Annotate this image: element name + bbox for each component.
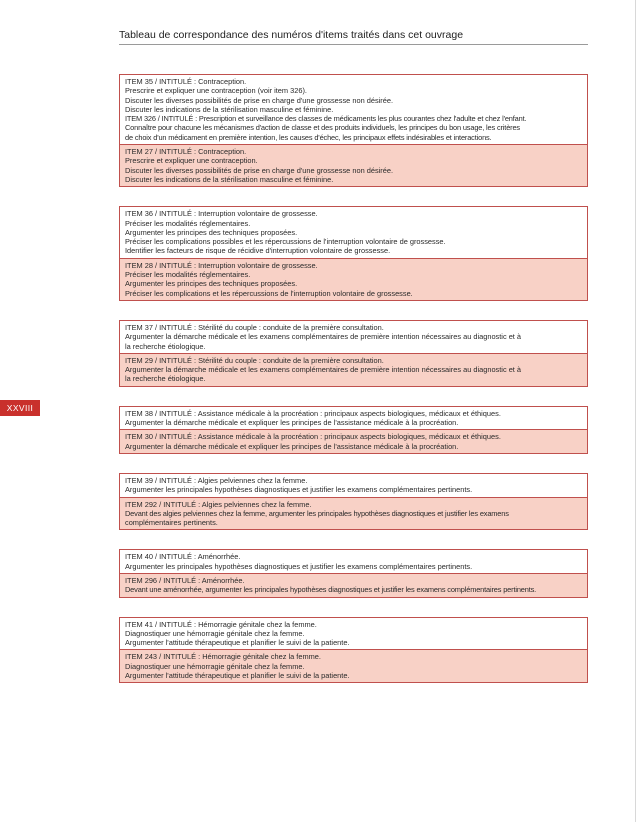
old-item-section	[120, 429, 587, 453]
item-objective-line: Prescrire et expliquer une contraception (voir item 326).	[125, 86, 307, 96]
new-item-section	[120, 550, 587, 573]
item-objective-line: Discuter les indications de la stérilisation masculine et féminine.	[125, 104, 334, 114]
title-divider	[119, 44, 588, 45]
page-edge-rule	[635, 0, 636, 822]
new-item-section	[120, 75, 587, 144]
item-heading: ITEM 29 / INTITULÉ : Stérilité du couple : conduite de la première consultation.	[125, 355, 384, 365]
item-objective-line: Préciser les complications et les répercussions de l'interruption volontaire de grossesse.	[125, 288, 413, 298]
item-objective-line: la recherche étiologique.	[125, 374, 206, 384]
item-objective-line: Argumenter la démarche médicale et les examens complémentaires de première intention nécessaires au diagnostic et à	[125, 365, 522, 375]
item-correspondence-block	[119, 206, 588, 301]
item-objective-line: Diagnostiquer une hémorragie génitale chez la femme.	[125, 628, 305, 638]
new-item-section	[120, 321, 587, 353]
new-item-section	[120, 474, 587, 497]
item-correspondence-block	[119, 406, 588, 454]
item-objective-line: Prescrire et expliquer une contraception.	[125, 156, 258, 166]
page-title: Tableau de correspondance des numéros d'items traités dans cet ouvrage	[119, 29, 464, 41]
old-item-section	[120, 353, 587, 386]
item-objective-line: Devant une aménorrhée, argumenter les principales hypothèses diagnostiques et justifier les examens complémentaires pertinents.	[125, 585, 537, 595]
item-objective-line: Argumenter la démarche médicale et expliquer les principes de l'assistance médicale à la procréation.	[125, 418, 459, 428]
item-objective-line: Identifier les facteurs de risque de récidive d'interruption volontaire de grossesse.	[125, 246, 391, 256]
new-item-section	[120, 618, 587, 650]
item-objective-line: Discuter les diverses possibilités de prise en charge d'une grossesse non désirée.	[125, 165, 394, 175]
item-heading: ITEM 28 / INTITULÉ : Interruption volontaire de grossesse.	[125, 260, 318, 270]
old-item-section	[120, 144, 587, 186]
old-item-section	[120, 573, 587, 597]
correspondence-table	[119, 74, 588, 702]
item-heading: ITEM 40 / INTITULÉ : Aménorrhée.	[125, 552, 241, 562]
item-correspondence-block	[119, 473, 588, 530]
item-objective-line: Argumenter les principes des techniques proposées.	[125, 279, 298, 289]
item-objective-line: Argumenter l'attitude thérapeutique et planifier le suivi de la patiente.	[125, 671, 350, 681]
old-item-section	[120, 649, 587, 682]
item-objective-line: de choix d'un médicament en première intention, les causes d'échec, les principaux effets indésirables et interactions.	[125, 132, 492, 142]
item-objective-line: Argumenter les principes des techniques proposées.	[125, 227, 298, 237]
old-item-section	[120, 258, 587, 300]
item-heading: ITEM 292 / INTITULÉ : Algies pelviennes chez la femme.	[125, 499, 312, 509]
item-heading: ITEM 30 / INTITULÉ : Assistance médicale à la procréation : principaux aspects biologiques, médicaux et éthiques.	[125, 432, 501, 442]
item-heading: ITEM 36 / INTITULÉ : Interruption volontaire de grossesse.	[125, 209, 318, 219]
item-objective-line: Diagnostiquer une hémorragie génitale chez la femme.	[125, 661, 305, 671]
item-objective-line: Discuter les indications de la stérilisation masculine et féminine.	[125, 174, 334, 184]
item-heading: ITEM 296 / INTITULÉ : Aménorrhée.	[125, 575, 245, 585]
item-heading: ITEM 27 / INTITULÉ : Contraception.	[125, 147, 247, 157]
item-objective-line: Devant des algies pelviennes chez la femme, argumenter les principales hypothèses diagnostiques et justifier les examens	[125, 508, 509, 518]
item-correspondence-block	[119, 74, 588, 187]
item-objective-line: Discuter les diverses possibilités de prise en charge d'une grossesse non désirée.	[125, 95, 394, 105]
page-number-tab: XXVIII	[0, 400, 40, 416]
item-objective-line: Argumenter la démarche médicale et expliquer les principes de l'assistance médicale à la procréation.	[125, 441, 459, 451]
item-heading: ITEM 37 / INTITULÉ : Stérilité du couple : conduite de la première consultation.	[125, 322, 384, 332]
item-objective-line: Argumenter les principales hypothèses diagnostiques et justifier les examens complémentaires pertinents.	[125, 485, 473, 495]
item-objective-line: complémentaires pertinents.	[125, 518, 218, 528]
item-objective-line: Préciser les complications possibles et les répercussions de l'interruption volontaire de grossesse.	[125, 237, 446, 247]
item-objective-line: Argumenter les principales hypothèses diagnostiques et justifier les examens complémentaires pertinents.	[125, 561, 473, 571]
item-objective-line: la recherche étiologique.	[125, 341, 206, 351]
item-heading: ITEM 38 / INTITULÉ : Assistance médicale à la procréation : principaux aspects biologiques, médicaux et éthiques.	[125, 408, 501, 418]
item-heading: ITEM 243 / INTITULÉ : Hémorragie génitale chez la femme.	[125, 652, 321, 662]
item-objective-line: Préciser les modalités réglementaires.	[125, 270, 251, 280]
item-objective-line: Argumenter la démarche médicale et les examens complémentaires de première intention nécessaires au diagnostic et à	[125, 332, 522, 342]
item-objective-line: Connaître pour chacune les mécanismes d'action de classe et des produits individuels, les principes du bon usage, les critères	[125, 123, 520, 133]
new-item-section	[120, 207, 587, 257]
item-correspondence-block	[119, 617, 588, 684]
item-objective-line: Préciser les modalités réglementaires.	[125, 218, 251, 228]
old-item-section	[120, 497, 587, 530]
item-heading: ITEM 41 / INTITULÉ : Hémorragie génitale chez la femme.	[125, 619, 317, 629]
item-objective-line: ITEM 326 / INTITULÉ : Prescription et surveillance des classes de médicaments les plus courantes chez l'adulte et chez l'enfant.	[125, 114, 527, 124]
item-correspondence-block	[119, 549, 588, 597]
item-objective-line: Argumenter l'attitude thérapeutique et planifier le suivi de la patiente.	[125, 638, 350, 648]
item-heading: ITEM 35 / INTITULÉ : Contraception.	[125, 77, 247, 86]
new-item-section	[120, 407, 587, 430]
item-heading: ITEM 39 / INTITULÉ : Algies pelviennes chez la femme.	[125, 475, 308, 485]
item-correspondence-block	[119, 320, 588, 387]
